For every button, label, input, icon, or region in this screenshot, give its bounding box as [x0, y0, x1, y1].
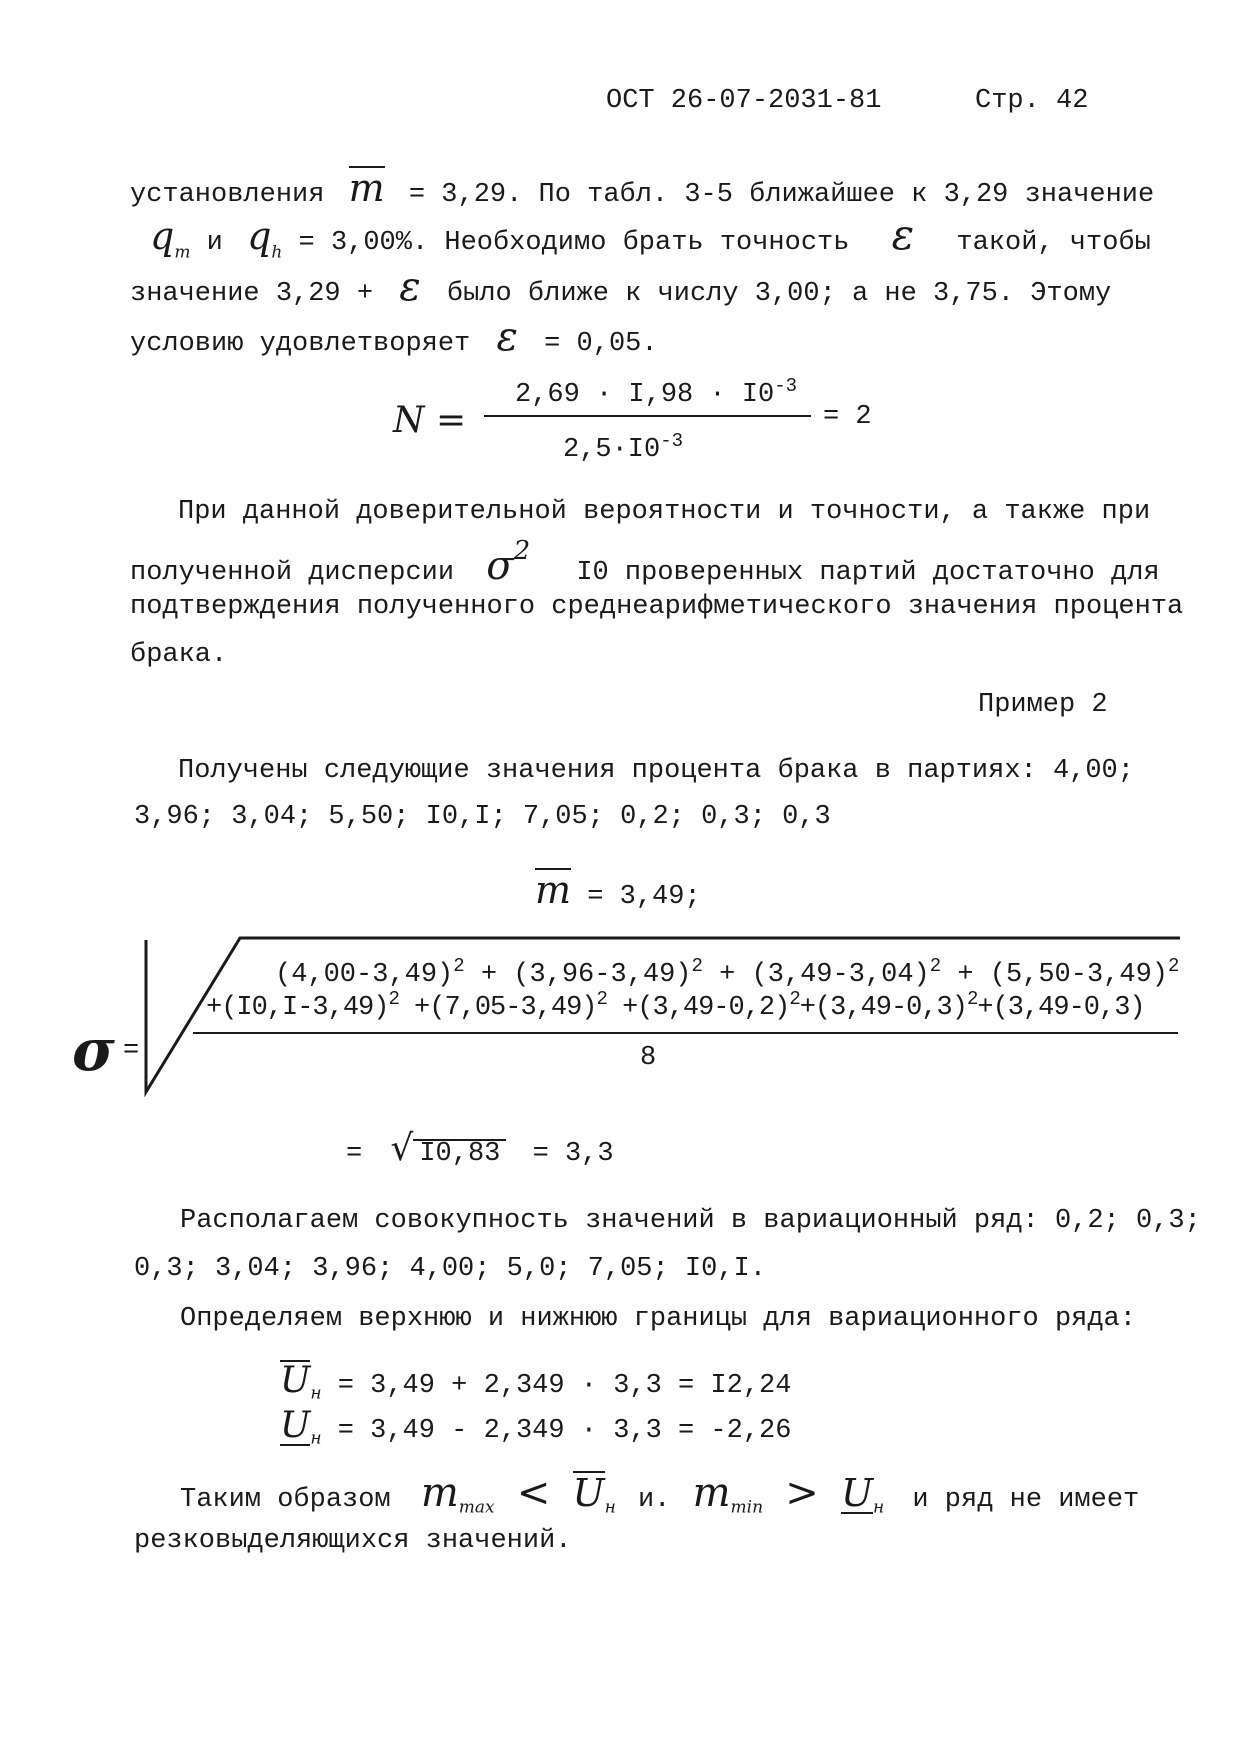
q-h-symbol: $q_h$: [247, 214, 283, 263]
para1-line2: $q_m$ и $q_h = 3,00\%$. Необходимо брать точность ε такой, чтобы: [150, 210, 1151, 263]
lower-bound: $U_н = 3,49 - 2,349 \cdot 3,3 = -2,26$: [280, 1405, 792, 1449]
example-line2: 3,96; 3,04; 5,50; I0,I; 7,05; 0,2; 0,3; 0,3: [134, 802, 831, 832]
para2-line3: подтверждения полученного среднеарифметического значения процента: [130, 592, 1184, 622]
upper-bound: $U_н = 3,49 + 2,349 \cdot 3,3 = I2,24$: [280, 1360, 792, 1404]
para2-line1: При данной доверительной вероятности и точности, а также при: [178, 497, 1151, 527]
page-number: Стр. 42: [975, 86, 1089, 116]
sigma-equals: =: [123, 1036, 140, 1066]
para2-line2: полученной дисперсии $\sigma^2$ I0 проверенных партий достаточно для: [130, 536, 1160, 589]
q-m-symbol: $q_m$: [150, 214, 191, 263]
para1-line3: значение 3,29 + ε было ближе к числу 3,00; а не 3,75. Этому: [130, 264, 1112, 310]
sigma-numerator-row1: $(4,00-3,49)^2 + (3,96-3,49)^2 + (3,49-3,04)^2 + (5,50-3,49)^2$: [275, 955, 1180, 990]
m-bar-symbol: m: [348, 166, 385, 210]
para2-line4: брака.: [130, 640, 228, 670]
root-icon: √: [390, 1128, 414, 1169]
formula-n-fraction-bar: [484, 415, 811, 417]
formula-n-denominator: $2,5\cdot I0^{-3}$: [563, 430, 684, 465]
sigma-numerator-row2: $+(I0,I-3,49)^2 +(7,05-3,49)^2 +(3,49-0,2)^2+(3,49-0,3)^2+(3,49-0,3)$: [206, 988, 1145, 1023]
para1-line4: условию удовлетворяет ε = 0,05.: [130, 314, 658, 360]
sigma-lhs: σ: [72, 1016, 115, 1084]
mean-formula: m = 3,49;: [535, 868, 701, 912]
example-label: Пример 2: [978, 690, 1108, 720]
sigma-result: = √ I0,83 = 3,3: [346, 1128, 614, 1169]
conclusion-line2: резковыделяющихся значений.: [134, 1526, 572, 1556]
para3-line1: Располагаем совокупность значений в вариационный ряд: 0,2; 0,3;: [180, 1206, 1201, 1236]
m-bar-symbol: m: [535, 868, 572, 912]
example-line1: Получены следующие значения процента брака в партиях: 4,00;: [178, 756, 1134, 786]
para3-line3: Определяем верхнюю и нижнюю границы для вариационного ряда:: [180, 1304, 1136, 1334]
epsilon-symbol: ε: [399, 264, 421, 310]
document-code: ОСТ 26-07-2031-81: [606, 86, 882, 116]
conclusion-line1: Таким образом $m_{max} < U_н$ и. $m_{min} > U_н$ и ряд не имеет: [180, 1470, 1140, 1518]
sigma-fraction-bar: [193, 1032, 1178, 1034]
para3-line2: 0,3; 3,04; 3,96; 4,00; 5,0; 7,05; I0,I.: [134, 1254, 766, 1284]
formula-n-numerator: $2,69 \cdot I,98 \cdot I0^{-3}$: [515, 375, 798, 410]
epsilon-symbol: ε: [891, 210, 915, 259]
sigma-symbol: σ: [486, 543, 514, 589]
para1-line1: установления m = 3,29. По табл. 3-5 ближайшее к 3,29 значение: [130, 166, 1155, 210]
epsilon-symbol: ε: [496, 314, 518, 360]
formula-n-lhs: N =: [393, 400, 467, 441]
formula-n-result: = 2: [823, 402, 872, 432]
sigma-denominator: 8: [640, 1043, 657, 1073]
